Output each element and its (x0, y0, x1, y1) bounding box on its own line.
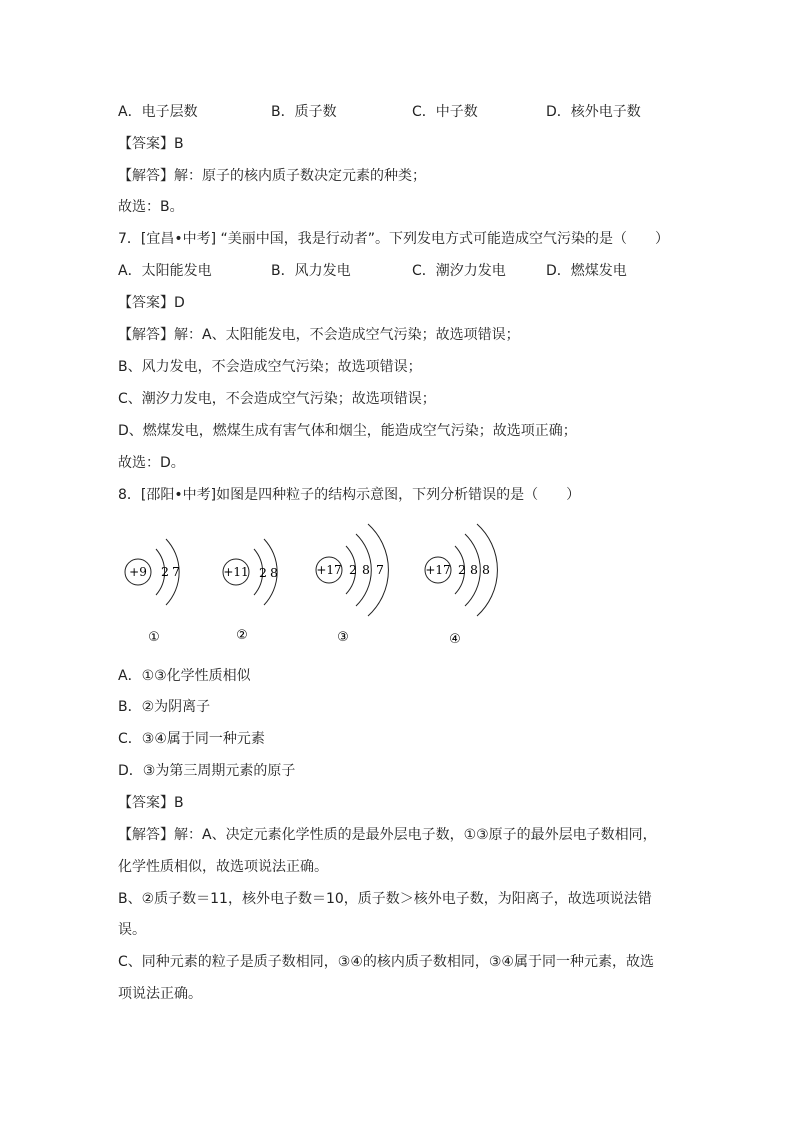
q6-explanation: 【解答】解：原子的核内质子数决定元素的种类； (118, 168, 426, 184)
option-text: 中子数 (435, 104, 478, 120)
diagram-label: ① (148, 630, 160, 645)
shell-electron-count: 7 (376, 562, 384, 577)
option-letter: D． (546, 104, 571, 120)
shell-electron-count: 7 (172, 564, 180, 579)
option-letter: A． (118, 104, 142, 120)
option-letter: B． (271, 263, 295, 279)
q7-explanation-line: C、潮汐力发电，不会造成空气污染；故选项错误； (118, 391, 436, 407)
option-text: 质子数 (294, 104, 337, 120)
q6-option-b (271, 102, 337, 122)
option-text: 太阳能发电 (141, 263, 212, 279)
shell-electron-count: 2 (161, 564, 169, 579)
option-letter: A． (118, 263, 142, 279)
option-text: 燃煤发电 (570, 263, 627, 279)
q7-options-row (118, 261, 678, 281)
q7-stem: 7．[宜昌•中考] “美丽中国，我是行动者”。下列发电方式可能造成空气污染的是（ ） (118, 231, 670, 247)
shell-electron-count: 8 (482, 562, 490, 577)
q7-option-d (546, 261, 627, 281)
q7-answer: 【答案】D (118, 295, 185, 311)
q8-explanation-line: 【解答】解：A、决定元素化学性质的是最外层电子数，①③原子的最外层电子数相同， (118, 827, 657, 843)
diagram-label: ② (236, 628, 248, 643)
q8-option-d: D．③为第三周期元素的原子 (118, 763, 296, 779)
q8-explanation-line: C、同种元素的粒子是质子数相同，③④的核内质子数相同，③④属于同一种元素，故选 (118, 954, 654, 970)
q8-answer: 【答案】B (118, 795, 184, 811)
shell-electron-count: 8 (270, 565, 278, 580)
option-letter: C． (412, 263, 436, 279)
q6-choice: 故选：B。 (118, 199, 184, 215)
q8-option-c: C．③④属于同一种元素 (118, 731, 265, 747)
option-text: 核外电子数 (570, 104, 641, 120)
option-text: 潮汐力发电 (435, 263, 506, 279)
option-text: 风力发电 (294, 263, 351, 279)
atom-diagram-2 (223, 539, 278, 643)
q8-option-b: B．②为阴离子 (118, 699, 211, 715)
shell-electron-count: 8 (362, 562, 370, 577)
q7-choice: 故选：D。 (118, 455, 185, 471)
q7-option-b (271, 261, 351, 281)
q6-option-c (412, 102, 478, 122)
q7-option-c (412, 261, 506, 281)
q6-answer: 【答案】B (118, 136, 184, 152)
shell-electron-count: 8 (470, 562, 478, 577)
option-letter: B． (271, 104, 295, 120)
q8-explanation-line: 误。 (118, 922, 146, 938)
q7-explanation-line: 【解答】解：A、太阳能发电，不会造成空气污染；故选项错误； (118, 327, 520, 343)
q8-explanation-line: B、②质子数＝11，核外电子数＝10，质子数＞核外电子数，为阳离子，故选项说法错 (118, 891, 652, 907)
option-letter: D． (546, 263, 571, 279)
q7-explanation-line: D、燃煤发电，燃煤生成有害气体和烟尘，能造成空气污染；故选项正确； (118, 423, 577, 439)
shell-electron-count: 2 (259, 565, 267, 580)
q6-options-row (118, 102, 678, 122)
q8-option-a: A．①③化学性质相似 (118, 668, 251, 684)
atom-structure-svg (118, 522, 518, 652)
q6-option-a (118, 102, 198, 122)
q8-explanation-line: 项说法正确。 (118, 986, 202, 1002)
q8-explanation-line: 化学性质相似，故选项说法正确。 (118, 859, 328, 875)
nucleus-charge: +17 (316, 563, 342, 577)
nucleus-charge: +17 (425, 563, 451, 577)
option-letter: C． (412, 104, 436, 120)
atom-diagram-1 (125, 539, 180, 645)
atom-diagram-3 (316, 524, 388, 645)
q7-option-a (118, 261, 212, 281)
atom-diagram-4 (425, 524, 497, 647)
atom-structure-diagrams (118, 522, 518, 652)
diagram-label: ③ (337, 630, 349, 645)
option-text: 电子层数 (141, 104, 198, 120)
shell-electron-count: 2 (458, 562, 466, 577)
q8-stem: 8．[邵阳•中考]如图是四种粒子的结构示意图，下列分析错误的是（ ） (118, 487, 581, 503)
nucleus-charge: +11 (223, 565, 249, 579)
q6-option-d (546, 102, 641, 122)
diagram-label: ④ (449, 632, 461, 647)
q7-explanation-line: B、风力发电，不会造成空气污染；故选项错误； (118, 359, 422, 375)
nucleus-charge: +9 (129, 565, 147, 579)
shell-electron-count: 2 (349, 562, 357, 577)
